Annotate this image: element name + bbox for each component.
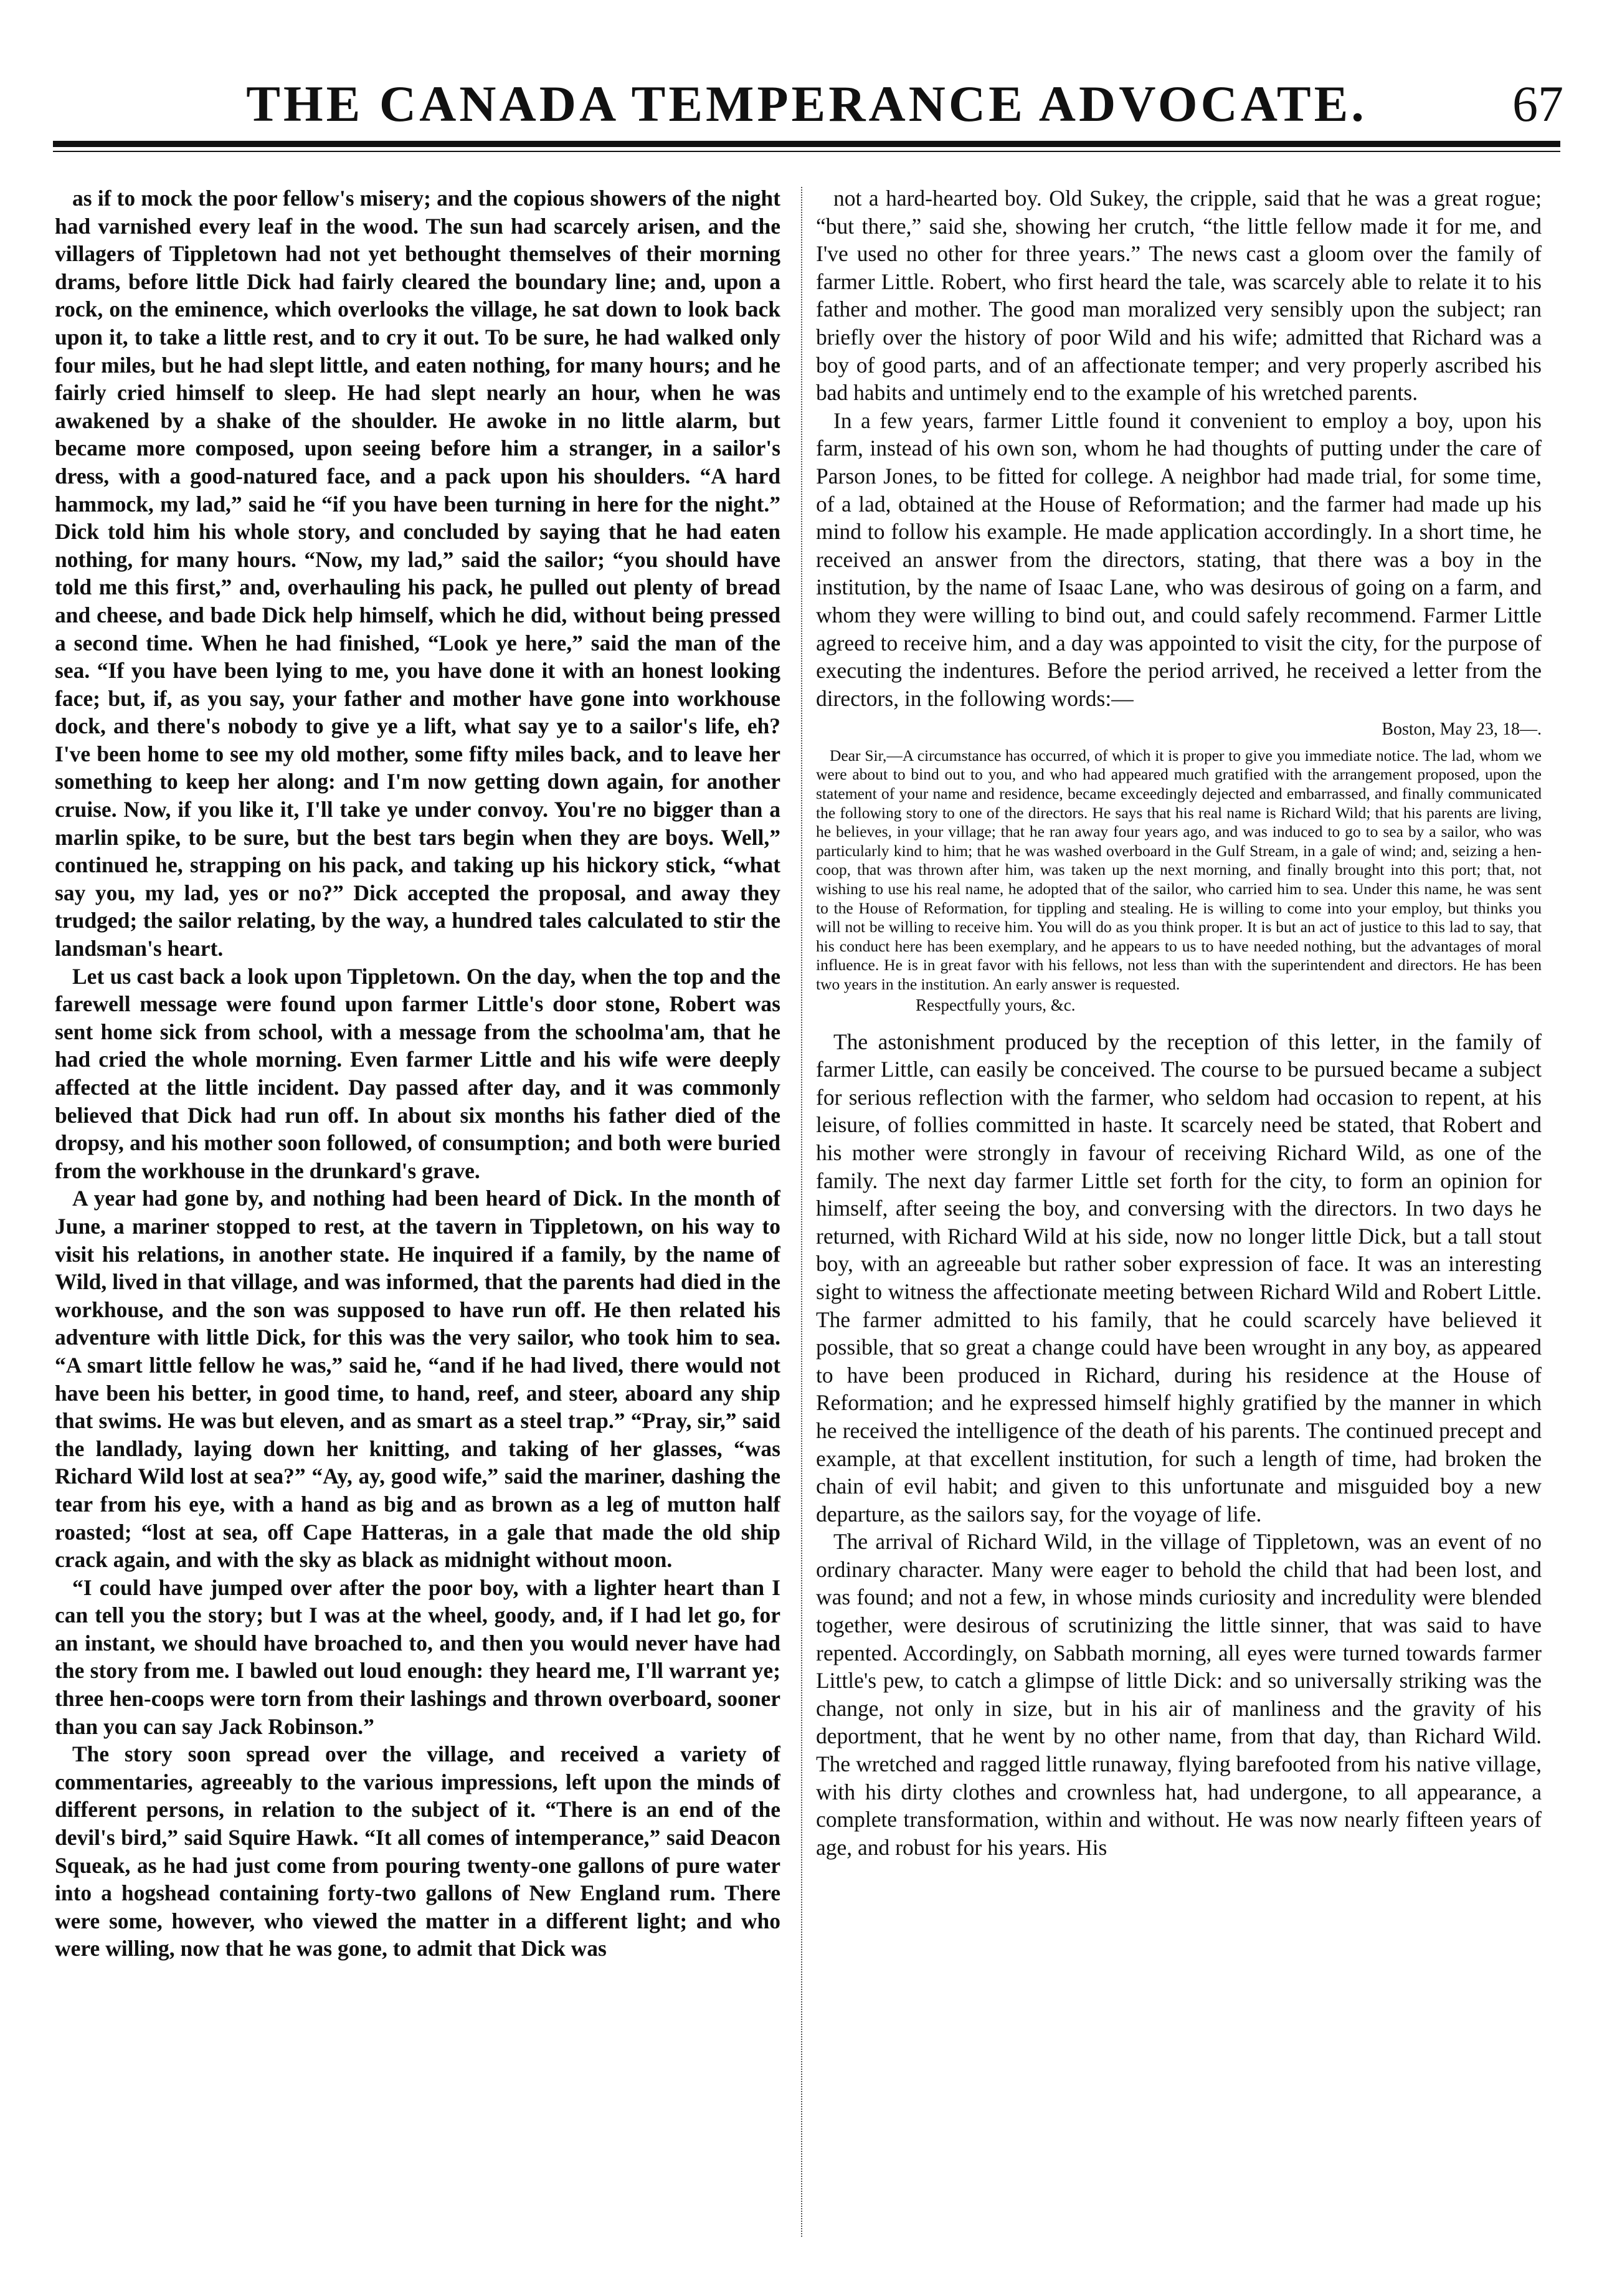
paragraph: not a hard-hearted boy. Old Sukey, the cripple, said that he was a great rogue; “but there,” said she, showing her crutch, “the little fellow made it for me, and I've used no other for three years.” The news cast a gloom over the family of farmer Little. Robert, who first heard the tale, was scarcely able to relate it to his father and mother. The good man moralized very sensibly upon the subject; ran briefly over the history of poor Wild and his wife; admitted that Richard was a boy of good parts, and of an affectionate temper; and very properly ascribed his bad habits and untimely end to the example of his wretched parents. (816, 186, 1542, 406)
masthead-rule (53, 141, 1560, 152)
letter-dateline: Boston, May 23, 18—. (1382, 720, 1542, 740)
paragraph: The arrival of Richard Wild, in the village of Tippletown, was an event of no ordinary character. Many were eager to behold the child that had been lost, and was found; and not a few, in whose minds curiosity and incredulity were blended together, were desirous of scrutinizing the little sinner, that was said to have repented. Accordingly, on Sabbath morning, all eyes were turned towards farmer Little's pew, to catch a glimpse of little Dick: and so universally striking was the change, not only in size, but in his air of manliness and the gravity of his deportment, that he went by no other name, from that day, than Richard Wild. The wretched and ragged little runaway, flying barefooted from his native village, with his dirty clothes and crownless hat, had undergone, to all appearance, a complete transformation, within and without. He was now nearly fifteen years of age, and robust for his years. His (816, 1529, 1542, 1860)
paragraph: The story soon spread over the village, and received a variety of commentaries, agreeably to the various impressions, left upon the minds of different persons, in relation to the subject of it. “There is an end of the devil's bird,” said Squire Hawk. “It all comes of intemperance,” said Deacon Squeak, as he had just come from pouring twenty-one gallons of pure water into a hogshead containing forty-two gallons of New England rum. There were some, however, who viewed the matter in a different light; and who were willing, now that he was gone, to admit that Dick was (55, 1741, 780, 1961)
paragraph: A year had gone by, and nothing had been heard of Dick. In the month of June, a mariner stopped to rest, at the tavern in Tippletown, on his way to visit his relations, in another state. He inquired if a family, by the name of Wild, lived in that village, and was informed, that the parents had died in the workhouse, and the son was supposed to have run off. He then related his adventure with little Dick, for this was the very sailor, who took him to sea. “A smart little fellow he was,” said he, “and if he had lived, there would not have been his better, in good time, to hand, reef, and steer, aboard any ship that swims. He was but eleven, and as smart as a steel trap.” “Pray, sir,” said the landlady, laying down her knitting, and taking of her glasses, “was Richard Wild lost at sea?” “Ay, ay, good wife,” said the mariner, dashing the tear from his eye, with a hand as big and as brown as a leg of mutton half roasted; “lost at sea, off Cape Hatteras, in a gale that made the old ship crack again, and with the sky as black as midnight without moon. (55, 1186, 780, 1573)
paragraph: Let us cast back a look upon Tippletown. On the day, when the top and the farewell message were found upon farmer Little's door stone, Robert was sent home sick from school, with a message from the schoolma'am, that he had cried the whole morning. Even farmer Little and his wife were deeply affected at the little incident. Day passed after day, and it was commonly believed that Dick had run off. In about six months his father died of the dropsy, and his mother soon followed, of consumption; and both were buried from the workhouse in the drunkard's grave. (55, 963, 780, 1183)
letter-body (816, 746, 1542, 994)
page-number: 67 (1512, 75, 1563, 132)
right-column (816, 184, 1542, 2247)
masthead-title: THE CANADA TEMPERANCE ADVOCATE. (246, 75, 1367, 132)
left-column (55, 184, 780, 2247)
paragraph: “I could have jumped over after the poor boy, with a lighter heart than I can tell you the story; but I was at the wheel, goody, and, if I had let go, for an instant, we should have broached to, and then you would never have had the story from me. I bawled out loud enough: they heard me, I'll warrant ye; three hen-coops were torn from their lashings and thrown overboard, sooner than you can say Jack Robinson.” (55, 1574, 780, 1739)
letter-text: Dear Sir,—A circumstance has occurred, of which it is proper to give you immediate notice. The lad, whom we were about to bind out to you, and who had appeared much gratified with the arrangement proposed, upon the statement of your name and residence, became exceedingly dejected and embarrassed, and finally communicated the following story to one of the directors. He says that his real name is Richard Wild; that his parents are living, he believes, in your village; that he ran away four years ago, and was induced to go to sea by a sailor, who was particularly kind to him; that he was washed overboard in the Gulf Stream, in a gale of wind; and, seizing a hen-coop, that was thrown after him, was taken up the next morning, and finally brought into this port; that, not wishing to use his real name, he adopted that of the sailor, who carried him to sea. Under this name, he was sent to the House of Reformation, for tippling and stealing. He is willing to come into your employ, but thinks you will not be willing to receive him. You will do as you think proper. It is but an act of justice to this lad to say, that his conduct here has been exemplary, and he appears to us to have needed nothing, but the advantages of moral influence. He is in great favor with his fellows, not less than with the superintendent and directors. He has been two years in the institution. An early answer is requested. (816, 746, 1542, 993)
paragraph: The astonishment produced by the reception of this letter, in the family of farmer Little, can easily be conceived. The course to be pursued became a subject for serious reflection with the farmer, who seldom had occasion to repent, at his leisure, of follies committed in haste. It scarcely need be stated, that Robert and his mother were strongly in favour of receiving Richard Wild, as one of the family. The next day farmer Little set forth for the city, to form an opinion for himself, after seeing the boy, and conversing with the directors. In two days he returned, with Richard Wild at his side, now no longer little Dick, but a tall stout boy, with an agreeable but rather sober expression of face. It was an interesting sight to witness the affectionate meeting between Richard Wild and Robert Little. The farmer admitted to his family, that he could scarcely have believed it possible, that so great a change could have been wrought in any boy, as appeared to have been produced in Richard, during his residence at the House of Reformation; and he expressed himself highly gratified by the manner in which he received the intelligence of the death of his parents. The continued precept and example, at that excellent institution, for such a length of time, had broken the chain of evil habit; and given to this unfortunate and misguided boy a new departure, as the sailors say, for the voyage of life. (816, 1029, 1542, 1527)
letter-signoff: Respectfully yours, &c. (916, 995, 1076, 1014)
paragraph: as if to mock the poor fellow's misery; and the copious showers of the night had varnished every leaf in the wood. The sun had scarcely arisen, and the villagers of Tippletown had not yet bethought themselves of their morning drams, before little Dick had fairly cleared the boundary line; and, upon a rock, on the eminence, which overlooks the village, he sat down to look back upon it, to take a little rest, and to cry it out. To be sure, he had walked only four miles, but he had slept little, and eaten nothing, for many hours; and he fairly cried himself to sleep. He had slept nearly an hour, when he was awakened by a shake of the shoulder. He awoke in no little alarm, but became more composed, upon seeing before him a stranger, in a sailor's dress, with a good-natured face, and a pack upon his shoulders. “A hard hammock, my lad,” said he “if you have been turning in here for the night.” Dick told him his whole story, and concluded by saying that he had eaten nothing, for many hours. “Now, my lad,” said the sailor; “you should have told me this first,” and, overhauling his pack, he pulled out plenty of bread and cheese, and bade Dick help himself, which he did, without being pressed a second time. When he had finished, “Look ye here,” said the man of the sea. “If you have been lying to me, you have done it with an honest looking face; but, if, as you say, your father and mother have gone into workhouse dock, and there's nobody to give ye a lift, what say ye to a sailor's life, eh? I've been home to see my old mother, some fifty miles back, and to leave her something to keep her along: and I'm now getting down again, for another cruise. Now, if you like it, I'll take ye under convoy. You're no bigger than a marlin spike, to be sure, but the best tars begin when they are boys. Well,” continued he, strapping on his pack, and taking up his hickory stick, “what say you, my lad, yes or no?” Dick accepted the proposal, and away they trudged; the sailor relating, by the way, a hundred tales calculated to stir the landsman's heart. (55, 186, 780, 961)
paragraph: In a few years, farmer Little found it convenient to employ a boy, upon his farm, instead of his own son, whom he had thoughts of putting under the care of Parson Jones, to be fitted for college. A neighbor had made trial, for some time, of a lad, obtained at the House of Reformation; and the farmer had made up his mind to follow his example. He made application accordingly. In a short time, he received an answer from the directors, stating, that there was a boy in the institution, by the name of Isaac Lane, who was desirous of going on a farm, and whom they were willing to bind out, and could safely recommend. Farmer Little agreed to receive him, and a day was appointed to visit the city, for the purpose of executing the indentures. Before the period arrived, he received a letter from the directors, in the following words:— (816, 407, 1542, 711)
column-divider (801, 187, 802, 2237)
masthead (50, 67, 1563, 136)
